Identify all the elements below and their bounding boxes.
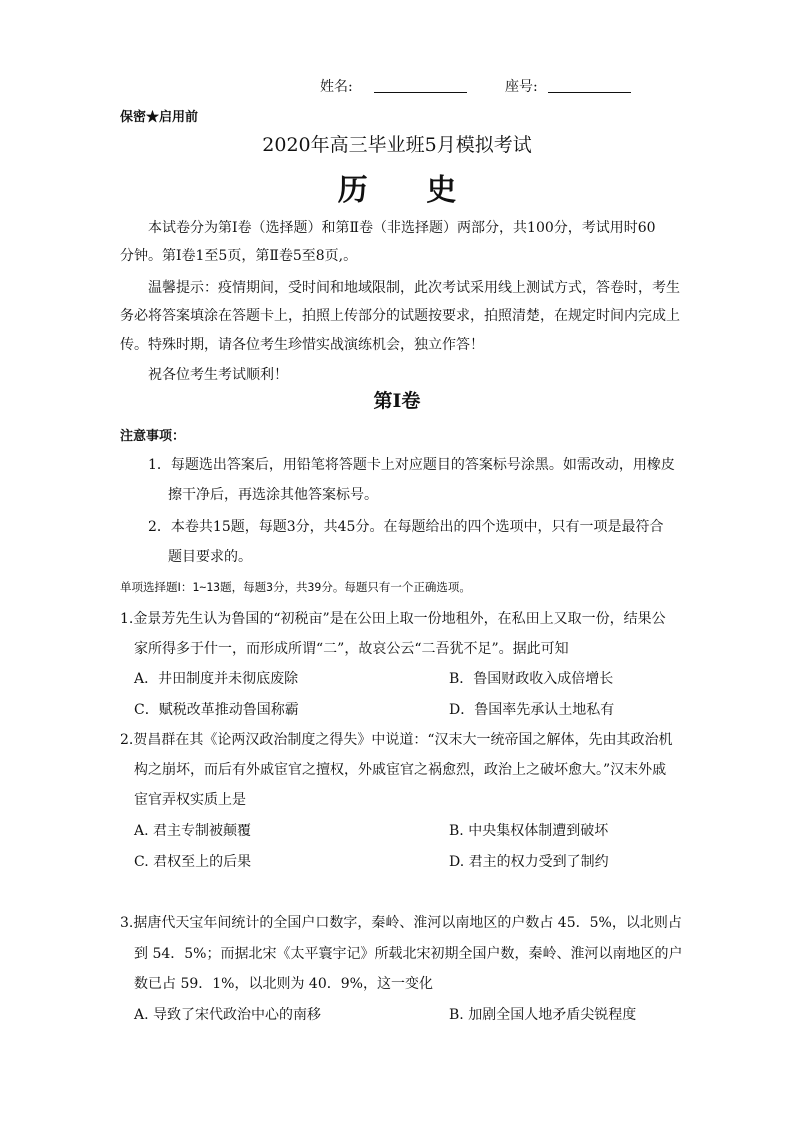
intro-line: 本试卷分为第Ⅰ卷（选择题）和第Ⅱ卷（非选择题）两部分，共100分，考试用时60 xyxy=(148,220,656,236)
question-stem-line: 数已占 59．1%，以北则为 40．9%，这一变化 xyxy=(134,976,433,992)
option-b: B．鲁国财政收入成倍增长 xyxy=(449,671,614,687)
notes-label: 注意事项： xyxy=(120,429,186,444)
seat-blank-line xyxy=(548,80,631,93)
note-line: 题目要求的。 xyxy=(168,549,252,565)
question-stem-line: 3.据唐代天宝年间统计的全国户口数字，秦岭、淮河以南地区的户数占 45．5%，以北则占 xyxy=(120,915,682,931)
notice-line: 温馨提示：疫情期间，受时间和地域限制，此次考试采用线上测试方式，答卷时，考生 xyxy=(148,280,680,296)
question-stem-line: 家所得多于什一，而形成所谓“二”，故哀公云“二吾犹不足”。据此可知 xyxy=(134,641,569,657)
note-line: 2．本卷共15题，每题3分，共45分。在每题给出的四个选项中，只有一项是最符合 xyxy=(148,519,664,535)
secret-label: 保密★启用前 xyxy=(120,110,199,125)
option-a: A. 君主专制被颠覆 xyxy=(134,823,252,839)
question-stem-line: 到 54．5%；而据北宋《太平寰宇记》所载北宋初期全国户数，秦岭、淮河以南地区的户 xyxy=(134,946,683,962)
question-stem-line: 2.贺昌群在其《论两汉政治制度之得失》中说道：“汉末大一统帝国之解体，先由其政治机 xyxy=(120,732,673,748)
subject-title: 历 史 xyxy=(337,173,481,208)
single-choice-instruction: 单项选择题Ⅰ：1~13题，每题3分，共39分。每题只有一个正确选项。 xyxy=(120,580,471,594)
question-stem-line: 宦官弄权实质上是 xyxy=(134,792,246,808)
section-title: 第Ⅰ卷 xyxy=(373,390,421,412)
exam-title: 2020年高三毕业班5月模拟考试 xyxy=(262,134,532,156)
intro-line: 分钟。第Ⅰ卷1至5页，第Ⅱ卷5至8页,。 xyxy=(120,248,358,264)
option-c: C. 君权至上的后果 xyxy=(134,854,252,870)
option-a: A. 导致了宋代政治中心的南移 xyxy=(134,1007,322,1023)
question-stem-line: 1.金景芳先生认为鲁国的“初税亩”是在公田上取一份地租外，在私田上又取一份，结果公 xyxy=(120,611,666,627)
notice-line: 务必将答案填涂在答题卡上，拍照上传部分的试题按要求，拍照清楚，在规定时间内完成上 xyxy=(120,308,680,324)
option-c: C．赋税改革推动鲁国称霸 xyxy=(134,702,299,718)
option-d: D．鲁国率先承认土地私有 xyxy=(449,702,615,718)
option-b: B. 中央集权体制遭到破坏 xyxy=(449,823,609,839)
note-line: 擦干净后，再选涂其他答案标号。 xyxy=(168,487,378,503)
option-b: B. 加剧全国人地矛盾尖锐程度 xyxy=(449,1007,637,1023)
name-blank-line xyxy=(374,80,467,93)
seat-label: 座号: xyxy=(505,79,538,95)
option-d: D. 君主的权力受到了制约 xyxy=(449,854,609,870)
question-stem-line: 构之崩坏，而后有外戚宦官之擅权，外戚宦官之祸愈烈，政治上之破坏愈大。”汉末外戚 xyxy=(134,762,667,778)
notice-line: 传。特殊时期，请各位考生珍惜实战演练机会，独立作答！ xyxy=(120,337,484,353)
option-a: A．井田制度并未彻底废除 xyxy=(134,671,299,687)
note-line: 1．每题选出答案后，用铅笔将答题卡上对应题目的答案标号涂黑。如需改动，用橡皮 xyxy=(148,457,675,473)
wish-line: 祝各位考生考试顺利！ xyxy=(148,367,288,383)
name-label: 姓名: xyxy=(320,79,353,95)
